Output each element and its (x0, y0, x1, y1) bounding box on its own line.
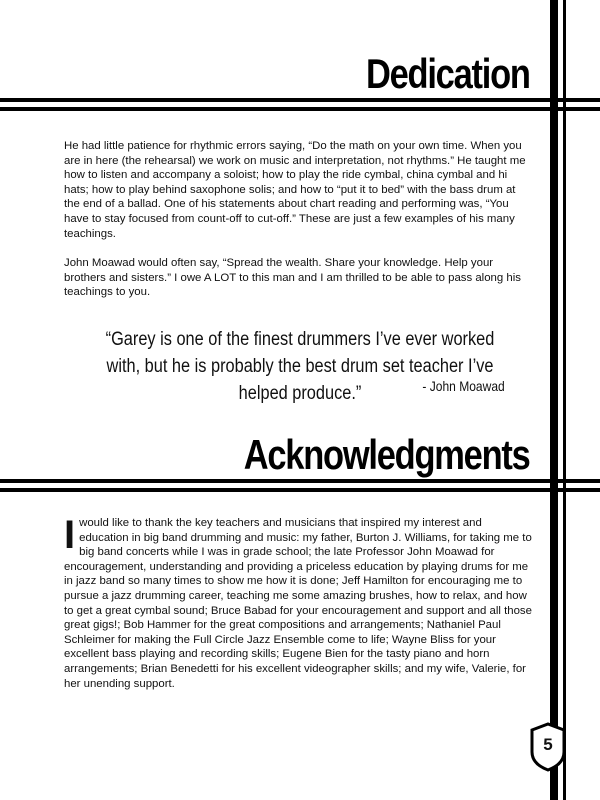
vertical-rule-thick (550, 0, 558, 800)
acknowledgments-rule-top (0, 479, 600, 483)
acknowledgments-paragraph (64, 513, 534, 691)
page-number-badge (530, 722, 566, 772)
acknowledgments-heading: Acknowledgments (244, 431, 530, 478)
dedication-quote: “Garey is one of the finest drummers I’ve ever worked with, but he is probably the best drum set teacher I’ve helped produce.” (105, 329, 495, 404)
acknowledgments-rule-bottom (0, 488, 600, 492)
dedication-rule-bottom (0, 107, 600, 111)
dedication-rule-top (0, 98, 600, 102)
quote-attribution: - John Moawad (422, 378, 505, 394)
dedication-paragraph-2: John Moawad would often say, “Spread the wealth. Share your knowledge. Help your brothers and sisters.” I owe A LOT to this man and I am thrilled to be able to pass along his teachings to you. (64, 257, 521, 299)
dedication-heading: Dedication (366, 50, 530, 97)
dedication-paragraph-1: He had little patience for rhythmic errors saying, “Do the math on your own time. When you are in here (the rehearsal) we work on music and interpretation, not rhythms.” He taught me how to listen and accompany a soloist; how to play the ride cymbal, china cymbal and hi hats; how to play behind saxophone solis; and how to “put it to bed” with the bass drum at the end of a ballad. One of his statements about chart reading and performing was, “You have to stay focused from count-off to cut-off.” These are just a few examples of his many teachings. (64, 140, 526, 240)
page-number: 5 (543, 735, 553, 754)
drop-cap: I (64, 513, 76, 557)
vertical-rule-thin (563, 0, 566, 800)
acknowledgments-text: would like to thank the key teachers and musicians that inspired my interest and education in big band drumming and music: my father, Burton J. Williams, for taking me to big band concerts while I was in grade school; the late Professor John Moawad for encouragement, understanding and providing a priceless education by playing drums for me in jazz band so many times to show me how it is done; Jeff Hamilton for encouraging me to pursue a jazz drumming career, teaching me some amazing brushes, how to relax, and how to get a great cymbal sound; Bruce Babad for your encouragement and support and all those great gigs!; Bob Hammer for the great compositions and arrangements; Nathaniel Paul Schleimer for making the Full Circle Jazz Ensemble come to life; Wayne Bliss for your excellent bass playing and recording skills; Eugene Bien for the tasty piano and horn arrangements; Brian Benedetti for his excellent videographer skills; and my wife, Valerie, for her unending support. (64, 517, 532, 690)
